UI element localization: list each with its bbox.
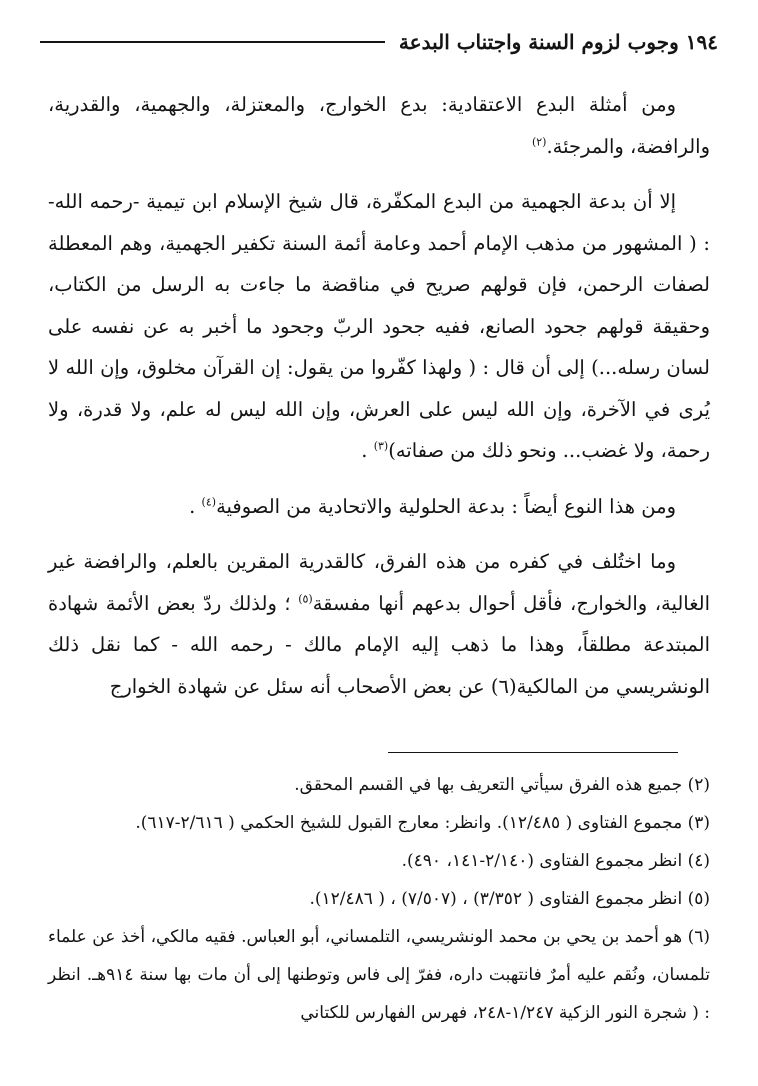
footnote-4: (٤) انظر مجموع الفتاوى (٢/١٤٠-١٤١، ٤٩٠). [401,851,710,871]
paragraph-2: إلا أن بدعة الجهمية من البدع المكفّرة، قال شيخ الإسلام ابن تيمية -رحمه الله- : ( المشهور من مذهب الإمام أحمد وعامة أئمة السنة تكفير الجهمية، وهم المعطلة لصفات الرحمن، فإن قولهم صريح في مناقضة ما جاءت به الرسل من الكتاب، وحقيقة قولهم جحود الصانع، ففيه جحود الربّ وجحود ما أخبر به عن نفسه على لسان رسله...) إلى أن قال : ( ولهذا كفّروا من يقول: إن القرآن مخلوق، وإن الله لا يُرى في الآخرة، وإن الله ليس على العرش، وإن الله ليس له علم، ولا قدرة، ولا رحمة، ولا غضب... ونحو ذلك من صفاته)$^{(٣)}$ . [48,190,710,462]
footnotes [48,766,710,1032]
footnote-ref-2: (٢) [531,135,547,148]
footnote-5: (٥) انظر مجموع الفتاوى ( ٣/٣٥٢) ، (٧/٥٠٧) ، ( ١٢/٤٨٦). [309,889,710,909]
main-text [48,84,710,707]
header-title [385,30,718,54]
footnote-ref-3: (٣) [373,439,389,453]
footnote-3: (٣) مجموع الفتاوى ( ١٢/٤٨٥). وانظر: معارج القبول للشيخ الحكمي ( ٢/٦١٦-٦١٧). [135,813,710,833]
paragraph-4: وما اختُلف في كفره من هذه الفرق، كالقدرية المقرين بالعلم، والرافضة غير الغالية، والخوارج، فأقل أحوال بدعهم أنها مفسقة$^{(٥)}$ ؛ ولذلك ردّ بعض الأئمة شهادة المبتدعة مطلقاً، وهذا ما ذهب إليه الإمام مالك - رحمه الله - كما نقل ذلك الونشريسي من المالكية(٦) عن بعض الأصحاب أنه سئل عن شهادة الخوارج [48,550,711,698]
footnote-ref-5: (٥) [298,592,313,605]
paragraph-3: ومن هذا النوع أيضاً : بدعة الحلولية والاتحادية من الصوفية$^{(٤)}$ . [189,494,676,518]
paragraph-1: ومن أمثلة البدع الاعتقادية: بدع الخوارج، والمعتزلة، والجهمية، والقدرية، والرافضة، والمرجئة.$^{(٢)}$ [48,93,710,158]
footnote-6: (٦) هو أحمد بن يحي بن محمد الونشريسي، التلمساني، أبو العباس. فقيه مالكي، أخذ عن علماء تلمسان، ونُقم عليه أمرٌ فانتهبت داره، ففرّ إلى فاس وتوطنها إلى أن مات بها سنة ٩١٤هـ. انظر : ( شجرة النور الزكية ١/٢٤٧-٢٤٨، فهرس الفهارس للكتاني [48,927,710,1023]
footnote-separator [388,752,678,753]
page-number: ١٩٤ [685,30,718,54]
running-header [40,22,718,62]
running-title: وجوب لزوم السنة واجتناب البدعة [398,30,679,54]
footnote-ref-4: (٤) [201,495,217,508]
header-rule [40,41,385,43]
footnote-2: (٢) جميع هذه الفرق سيأتي التعريف بها في القسم المحقق. [294,775,710,795]
